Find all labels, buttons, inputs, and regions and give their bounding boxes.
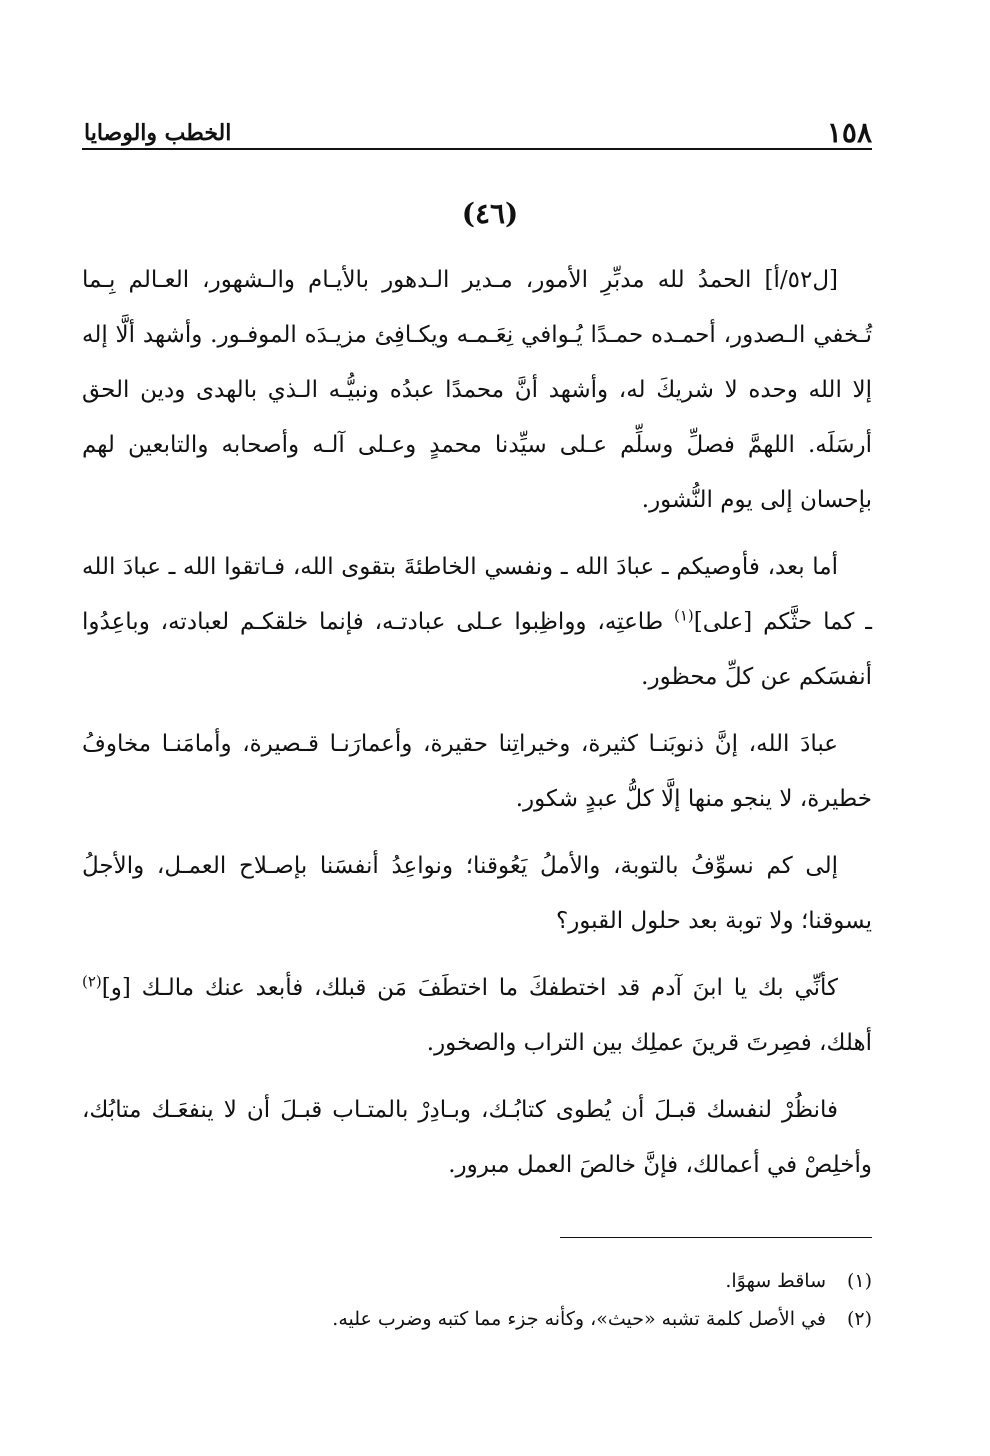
paragraph-sins xyxy=(82,717,872,827)
paragraph-text: عبادَ الله، إنَّ ذنوبَنـا كثيرة، وخيراتِنا حقيرة، وأعمارَنـا قـصيرة، وأمامَنـا مخاوفُ خطيرة، لا ينجو منها إلَّا كلُّ عبدٍ شكور. xyxy=(82,731,872,812)
footnote-item xyxy=(82,1300,872,1338)
footnote-text: ساقط سهوًا. xyxy=(725,1270,826,1292)
footnote-item xyxy=(82,1262,872,1300)
footnote-number: (٢) xyxy=(846,1308,872,1330)
page-number: ١٥٨ xyxy=(826,116,872,149)
paragraph-death xyxy=(82,961,872,1071)
paragraph-text: كأنِّي بك يا ابنَ آدم قد اختطفكَ ما اختطَفَ مَن قبلك، فأبعد عنك مالـك [و] xyxy=(101,975,838,1001)
paragraph-opening-praise xyxy=(82,253,872,528)
footnote-number: (١) xyxy=(846,1270,872,1292)
paragraph-text: أما بعد، فأوصيكم ـ عبادَ الله ـ ونفسي الخاطئةَ بتقوى الله، فـاتقوا الله ـ عبادَ الله ـ كما حثَّكم [على] xyxy=(82,554,872,635)
paragraph-text: فانظُرْ لنفسك قبـلَ أن يُطوى كتابُـك، وبـادِرْ بالمتـاب قبـلَ أن لا ينفعَـك متابُك، وأخلِصْ في أعمالك، فإنَّ خالصَ العمل مبرور. xyxy=(82,1097,872,1178)
body-text xyxy=(82,253,872,1205)
section-number: (٤٦) xyxy=(461,197,519,230)
running-header xyxy=(84,114,872,148)
book-title: الخطب والوصايا xyxy=(84,120,232,146)
paragraph-repentance xyxy=(82,839,872,949)
footnotes xyxy=(82,1262,872,1338)
footnote-text: في الأصل كلمة تشبه «حيث»، وكأنه جزء مما كتبه وضرب عليه. xyxy=(332,1308,826,1330)
header-rule xyxy=(82,148,872,150)
paragraph-text: طاعتِه، وواظِبوا عـلى عبادتـه، فإنما خلقكـم لعبادته، وباعِدُوا أنفسَكم عن كلِّ محظور. xyxy=(82,609,872,690)
paragraph-text: إلى كم نسوِّفُ بالتوبة، والأملُ يَعُوقنا؛ ونواعِدُ أنفسَنا بإصـلاح العمـل، والأجلُ يسوقنا؛ ولا توبة بعد حلول القبور؟ xyxy=(82,853,872,934)
footnote-rule xyxy=(560,1237,872,1238)
paragraph-text: [ل٥٢/أ] الحمدُ لله مدبِّرِ الأمور، مـدير الـدهور بالأيـام والـشهور، العـالم بِـما تُـخفي الـصدور، أحمـده حمـدًا يُـوافي نِعَـمـه ويكـافِئ مزيـدَه الموفـور. وأشهد ألَّا إله إلا الله وحده لا شريكَ له، وأشهد أنَّ محمدًا عبدُه ونبيُّـه الـذي بالهدى ودين الحق أرسَلَه. اللهمَّ فصلِّ وسلِّم عـلى سيِّدنا محمدٍ وعـلى آلـه وأصحابه والتابعين لهم بإحسان إلى يوم النُّشور. xyxy=(82,267,872,513)
paragraph-exhortation xyxy=(82,540,872,705)
footnote-reference[interactable]: (١) xyxy=(674,606,694,625)
footnote-reference[interactable]: (٢) xyxy=(82,972,102,991)
paragraph-closing xyxy=(82,1083,872,1193)
paragraph-text: أهلك، فصِرتَ قرينَ عملِك بين التراب والصخور. xyxy=(426,1030,872,1056)
